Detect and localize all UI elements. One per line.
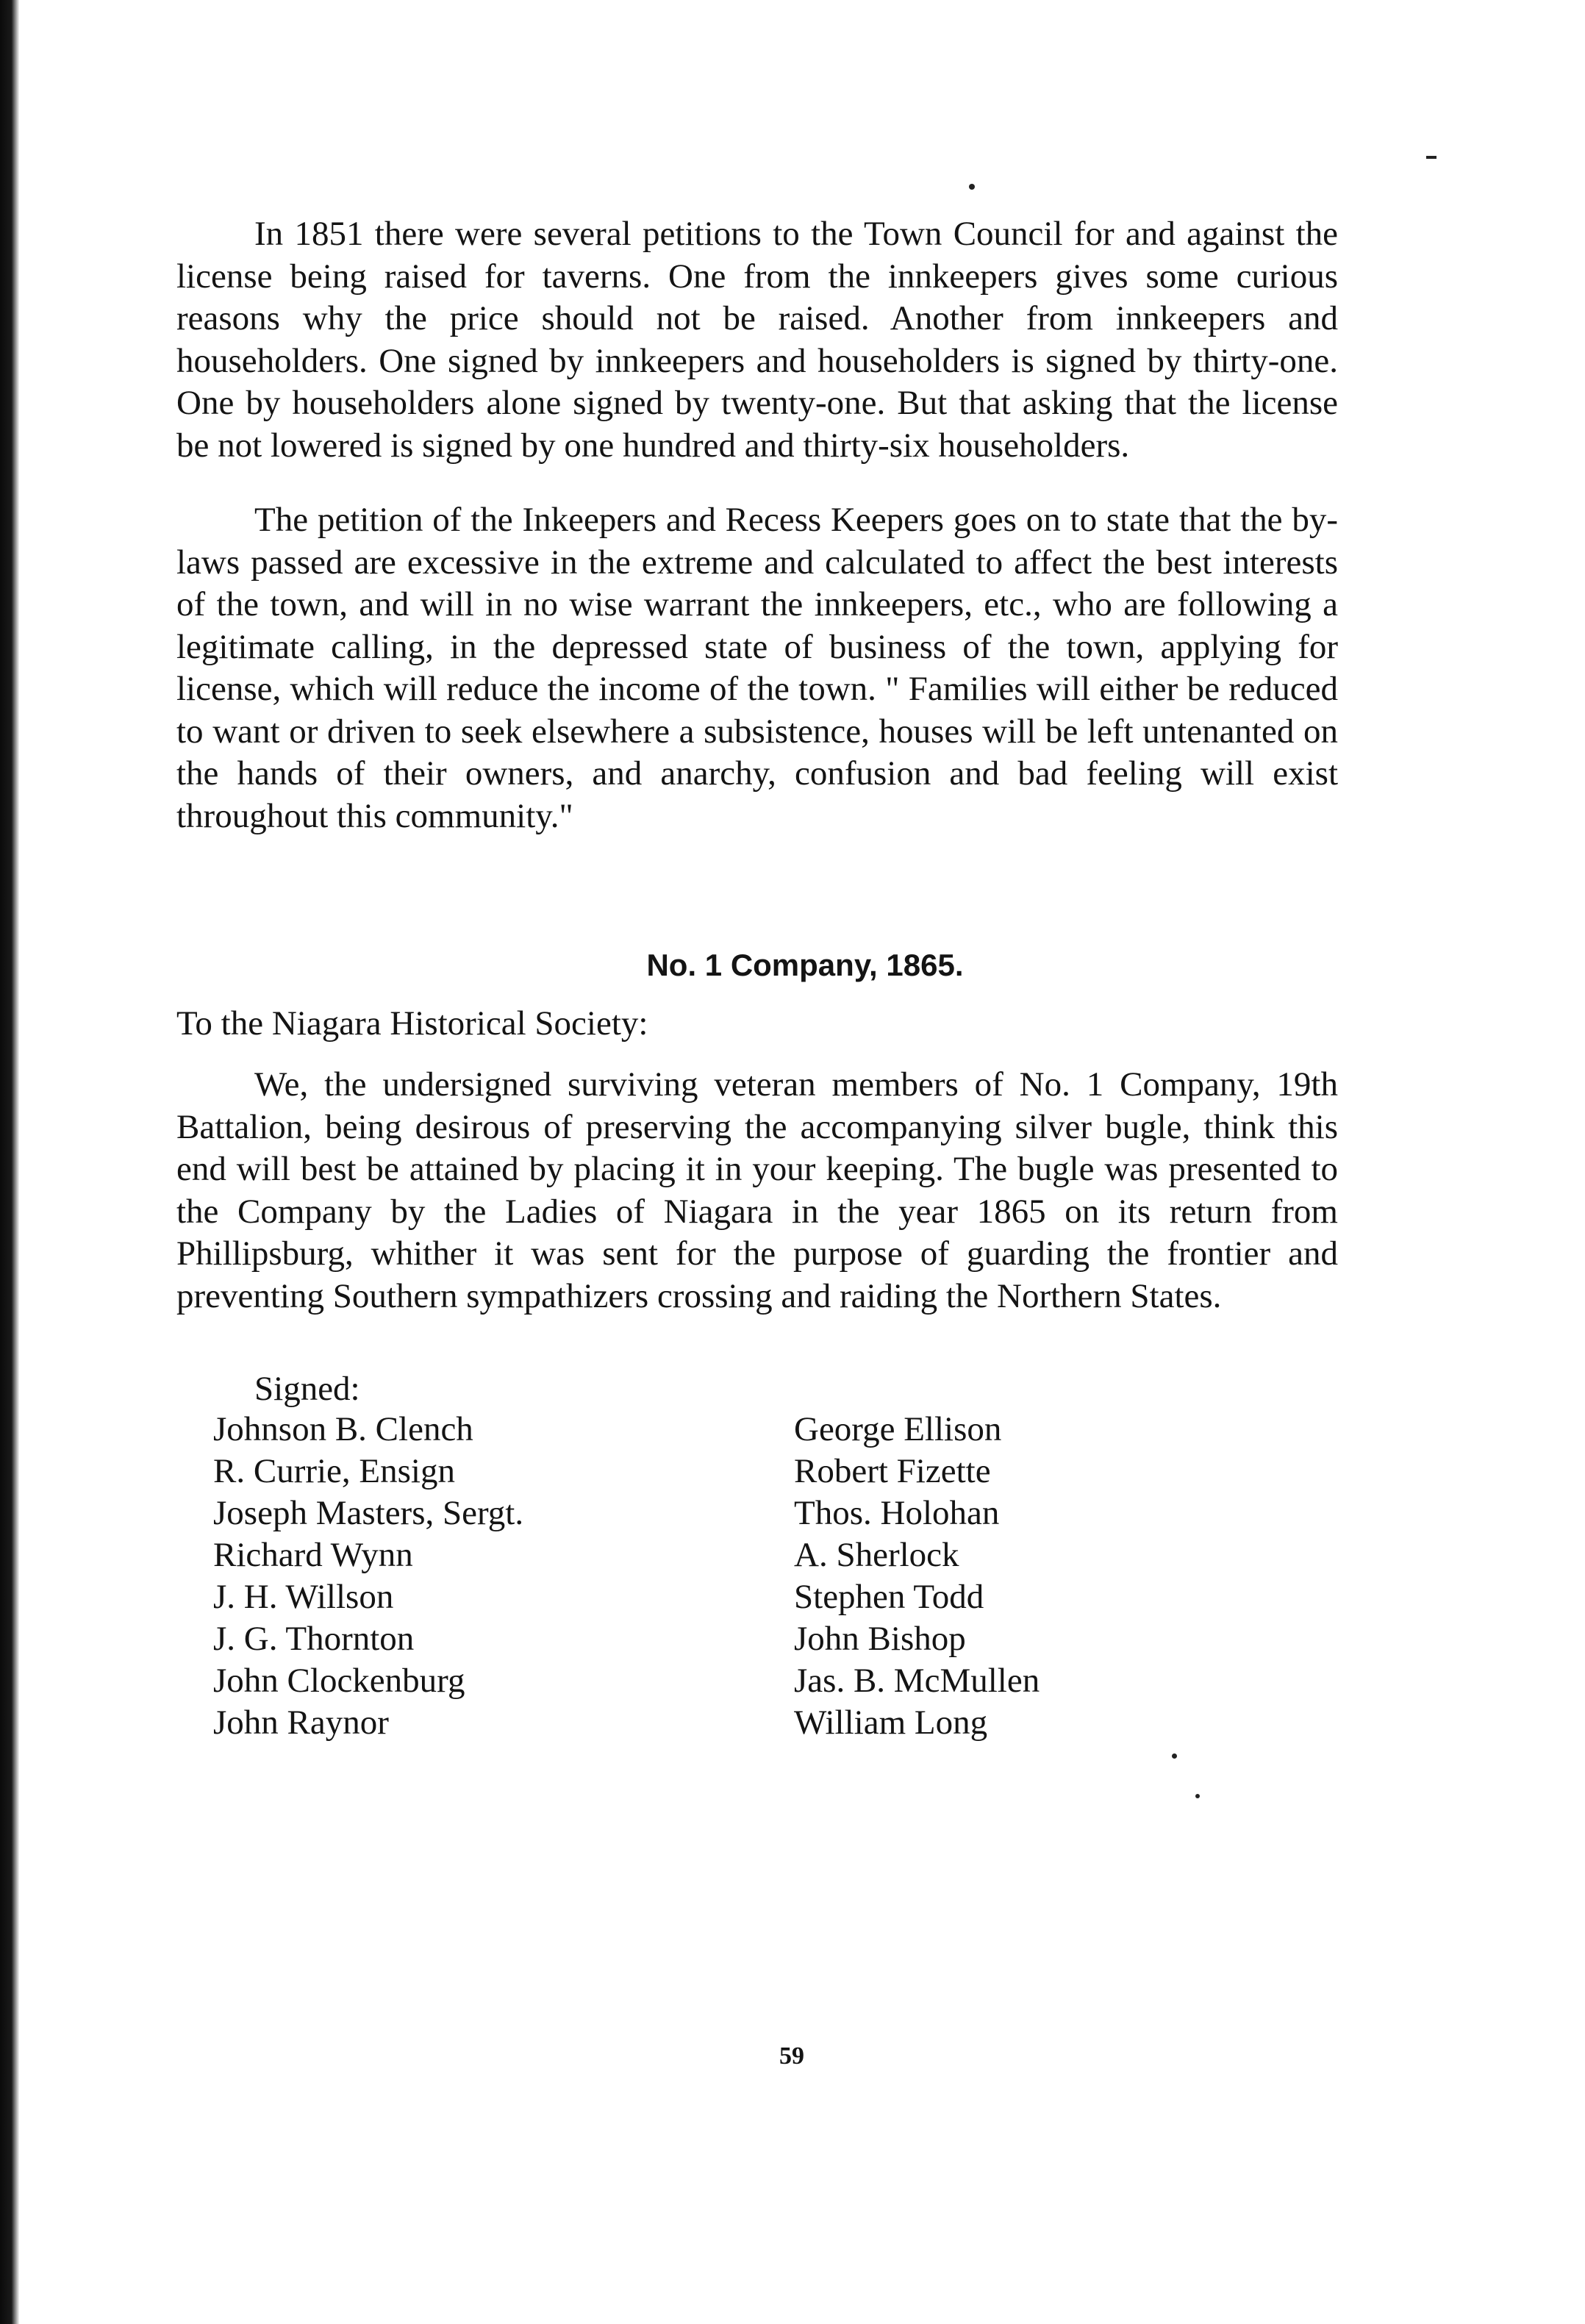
document-page [176,213,1338,1744]
signature-column-left [213,1409,794,1744]
paragraph-bugle-letter: We, the undersigned surviving veteran members of No. 1 Company, 19th Battalion, being desirous of preserving the accompanying silver bugle, think this end will best be attained by placing it in your keeping. The bugle was presented to the Company by the Ladies of Niagara in the year 1865 on its return from Phillipsburg, whither it was sent for the purpose of guarding the frontier and preventing Southern sympathizers crossing and raiding the Northern States. [176,1065,1338,1315]
signature-name: A. Sherlock [794,1536,959,1574]
scanned-page-edge [0,0,19,2324]
signature-name: John Bishop [794,1620,966,1658]
letter-addressee: To the Niagara Historical Society: [176,1004,648,1043]
section-heading: No. 1 Company, 1865. [646,948,964,982]
signature-name: Johnson B. Clench [213,1410,473,1448]
signed-label: Signed: [254,1370,360,1408]
signature-name: Jas. B. McMullen [794,1662,1040,1700]
signature-name: George Ellison [794,1410,1002,1448]
scan-speck [1172,1753,1177,1759]
signature-name: Richard Wynn [213,1536,413,1574]
scan-speck [1426,156,1436,159]
paragraph-license-petitions: In 1851 there were several petitions to the Town Council for and against the license being raised for taverns. One from the innkeepers gives some curious reasons why the price should not be raised. Another from innkeepers and householders. One signed by innkeepers and householders is signed by thirty-one. One by householders alone signed by twenty-one. But that asking that the license be not lowered is signed by one hundred and thirty-six householders. [176,215,1338,465]
signature-list [213,1409,1338,1744]
signature-name: William Long [794,1703,988,1742]
signature-column-right [794,1409,1309,1744]
signature-name: John Raynor [213,1703,389,1742]
signature-name: Stephen Todd [794,1578,984,1616]
signature-name: John Clockenburg [213,1662,465,1700]
signature-name: J. H. Willson [213,1578,394,1616]
page-number: 59 [779,2042,804,2070]
signature-name: J. G. Thornton [213,1620,415,1658]
signature-name: R. Currie, Ensign [213,1452,455,1490]
signature-name: Joseph Masters, Sergt. [213,1494,524,1532]
scan-speck [969,184,975,190]
signature-name: Robert Fizette [794,1452,991,1490]
signature-name: Thos. Holohan [794,1494,1000,1532]
scan-speck [1195,1794,1200,1798]
paragraph-inkeepers-petition: The petition of the Inkeepers and Recess Keepers goes on to state that the by-laws passed are excessive in the extreme and calculated to affect the best interests of the town, and will in no wise warrant the innkeepers, etc., who are following a legitimate calling, in the depressed state of business of the town, applying for license, which will reduce the income of the town. " Families will either be reduced to want or driven to seek elsewhere a subsistence, houses will be left untenanted on the hands of their owners, and anarchy, confusion and bad feeling will exist throughout this community." [176,501,1338,835]
